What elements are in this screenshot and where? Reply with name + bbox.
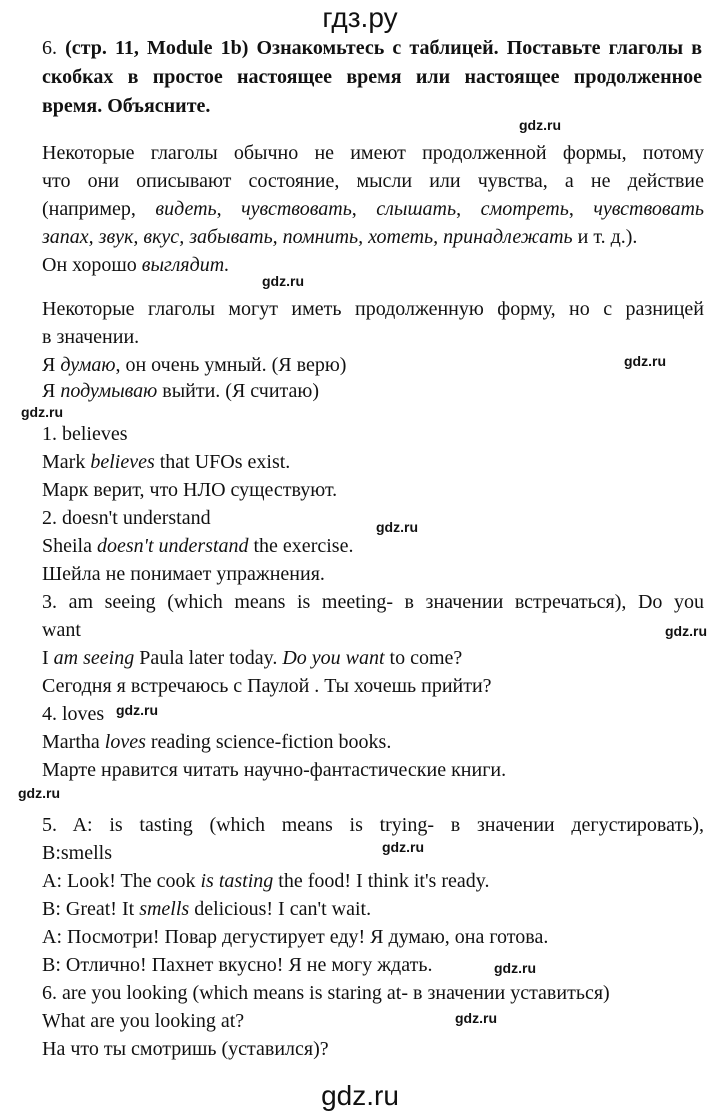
paragraph-line: запах, звук, вкус, забывать, помнить, хотеть, принадлежать и т. д.). (42, 226, 638, 248)
answer-line: B: Great! It smells delicious! I can't wait. (42, 898, 372, 920)
answer-line: 2. doesn't understand (42, 507, 211, 529)
answer-line: want (42, 619, 81, 641)
answer-line: 5. A: is tasting (which means is trying- в значении дегустировать), (42, 814, 704, 836)
watermark: gdz.ru (262, 273, 304, 289)
answer-line: А: Посмотри! Повар дегустирует еду! Я думаю, она готова. (42, 926, 549, 948)
watermark: gdz.ru (665, 623, 707, 639)
answer-line: 6. are you looking (which means is staring at- в значении уставиться) (42, 982, 610, 1004)
answer-line: Шейла не понимает упражнения. (42, 563, 325, 585)
paragraph-line: в значении. (42, 326, 140, 348)
answer-line: Martha loves reading science-fiction books. (42, 731, 392, 753)
task-title (42, 34, 702, 121)
watermark: gdz.ru (624, 353, 666, 369)
answer-line: A: Look! The cook is tasting the food! I think it's ready. (42, 870, 490, 892)
paragraph-line: Я думаю, он очень умный. (Я верю) (42, 354, 347, 376)
site-header: гдз.ру (322, 2, 398, 33)
paragraph-line: Некоторые глаголы обычно не имеют продолженной формы, потому (42, 142, 704, 164)
watermark: gdz.ru (455, 1010, 497, 1026)
answer-line: Mark believes that UFOs exist. (42, 451, 291, 473)
paragraph-line: Некоторые глаголы могут иметь продолженную форму, но с разницей (42, 298, 704, 320)
answer-line: What are you looking at? (42, 1010, 245, 1032)
watermark: gdz.ru (382, 839, 424, 855)
answer-line: Сегодня я встречаюсь с Паулой . Ты хочешь прийти? (42, 675, 492, 697)
answer-line: Sheila doesn't understand the exercise. (42, 535, 354, 557)
task-number: 6. (42, 37, 57, 59)
watermark: gdz.ru (116, 702, 158, 718)
watermark: gdz.ru (21, 404, 63, 420)
answer-line: 1. believes (42, 423, 128, 445)
watermark: gdz.ru (519, 117, 561, 133)
answer-line: I am seeing Paula later today. Do you want to come? (42, 647, 463, 669)
answer-line: 3. am seeing (which means is meeting- в значении встречаться), Do you (42, 591, 704, 613)
answer-line: B:smells (42, 842, 113, 864)
answer-line: На что ты смотришь (уставился)? (42, 1038, 329, 1060)
answer-line: Марте нравится читать научно-фантастические книги. (42, 759, 507, 781)
watermark: gdz.ru (18, 785, 60, 801)
paragraph-line: (например, видеть, чувствовать, слышать, смотреть, чувствовать (42, 198, 705, 220)
paragraph-line: что они описывают состояние, мысли или чувства, а не действие (42, 170, 704, 192)
answer-line: В: Отлично! Пахнет вкусно! Я не могу ждать. (42, 954, 433, 976)
watermark: gdz.ru (494, 960, 536, 976)
paragraph-line: Он хорошо выглядит. (42, 254, 230, 276)
answer-line: 4. loves (42, 703, 105, 725)
paragraph-line: Я подумываю выйти. (Я считаю) (42, 380, 320, 402)
site-footer: gdz.ru (321, 1080, 399, 1111)
answer-line: Марк верит, что НЛО существуют. (42, 479, 338, 501)
task-instruction: (стр. 11, Module 1b) Ознакомьтесь с таблицей. Поставьте глаголы в скобках в простое настоящее время или настоящее продолженное время. Объясните. (42, 37, 702, 117)
watermark: gdz.ru (376, 519, 418, 535)
